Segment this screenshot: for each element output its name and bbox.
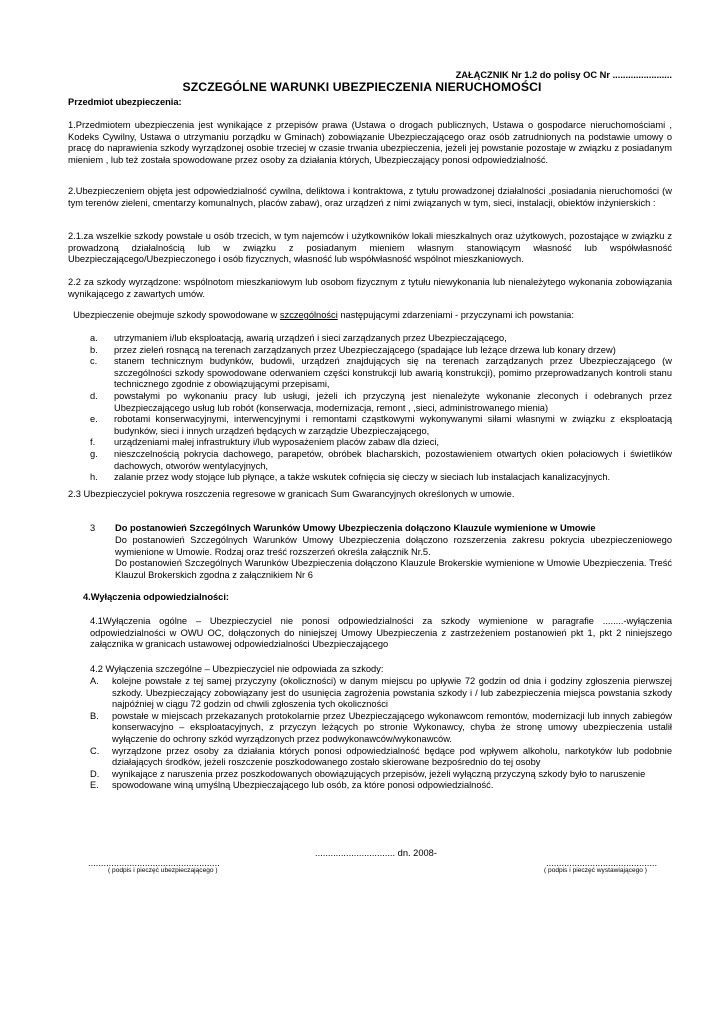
event-item: [68, 472, 672, 484]
section-3-title: Do postanowień Szczególnych Warunków Umowy Ubezpieczenia dołączono Klauzule wymienione w Umowie: [115, 523, 596, 533]
event-text: urządzeniami małej infrastruktury i/lub wyposażeniem placów zabaw dla dzieci,: [114, 437, 440, 448]
section-3-number: 3: [90, 523, 96, 533]
event-marker: f.: [90, 437, 96, 448]
insured-signature-dots: ...................................................: [88, 858, 220, 868]
event-item: [68, 356, 672, 391]
coverage-intro-post: następującymi zdarzeniami - przyczynami ich powstania:: [337, 310, 574, 320]
exclusion-text: spowodowane winą umyślną Ubezpieczającego lub osób, za które ponosi odpowiedzialność.: [112, 780, 494, 791]
coverage-intro-underline: szczególności: [279, 310, 338, 320]
issuer-signature-caption: ( podpis i pieczęć wystawiającego ): [544, 867, 647, 874]
subject-heading: Przedmiot ubezpieczenia:: [68, 97, 182, 107]
exclusion-item: [68, 769, 672, 781]
coverage-intro-pre: Ubezpieczenie obejmuje szkody spowodowane w: [68, 310, 280, 320]
paragraph-2-1: 2.1.za wszelkie szkody powstałe u osób trzecich, w tym najemców i użytkowników lokali mieszkalnych oraz użytkowych, pozostające w związku z prowadzoną działalnością lub w związku z posiadanym mieniem własnym stanowiącym własność lub współwłasność Ubezpieczającego/Ubezpieczonego i osób fizycznych, własność lub współwłasność wspólnot mieszkaniowych.: [68, 231, 672, 265]
exclusion-item: [68, 711, 672, 746]
event-marker: b.: [90, 344, 98, 355]
exclusion-marker: A.: [90, 676, 99, 686]
exclusion-item: [68, 780, 672, 792]
section-3-paragraph-1: Do postanowień Szczególnych Warunków Umowy Ubezpieczenia dołączono rozszerzenia zakresu pokrycia ubezpieczeniowego wymienione w Umowie. Rodzaj oraz treść rozszerzeń określa załącznik Nr.5.: [115, 535, 672, 557]
exclusion-marker: B.: [90, 710, 99, 721]
exclusion-text: wyrządzone przez osoby za działania których ponosi odpowiedzialność będące pod wpływem alkoholu, narkotyków lub podobnie działających środków, jeżeli roszczenie poszkodowanego zostało skierowane bezpośrednio do tej osoby: [112, 745, 672, 768]
event-text: robotami konserwacyjnymi, interwencyjnymi i remontami cząstkowymi wykonywanymi siłami własnymi w związku z eksploatacją budynków, sieci i innych urządzeń będących w zarządzie Ubezpieczającego,: [114, 414, 672, 436]
event-text: nieszczelnością pokrycia dachowego, parapetów, obróbek blacharskich, pozostawieniem otwartych okien połaciowych i świetlików dachowych, otworów wentylacyjnych,: [114, 448, 672, 471]
section-4-2: 4.2 Wyłączenia szczególne – Ubezpieczyciel nie odpowiada za szkody:: [90, 664, 384, 674]
event-list: [68, 333, 672, 484]
exclusion-marker: C.: [90, 745, 100, 756]
exclusion-text: wynikające z naruszenia przez poszkodowanych obowiązujących przepisów, jeżeli wyłączną przyczyną szkody było to naruszenie: [112, 768, 646, 779]
event-item: [68, 345, 672, 357]
paragraph-1: 1.Przedmiotem ubezpieczenia jest wynikające z przepisów prawa (Ustawa o drogach publicznych, Ustawa o gospodarce nieruchomościami , Kodeks Cywilny, Ustawa o utrzymaniu porządku w Gminach) zobowiązanie Ubezpieczającego oraz osób zatrudnionych na podstawie umowy o pracę do naprawienia szkody wyrządzonej osobie trzeciej w czasie trwania ubezpieczenia, jeżeli jej powstanie pozostaje w związku z posiadanym mieniem , lub też została spowodowane przez osoby za działania których, Ubezpieczający ponosi odpowiedzialność.: [68, 120, 672, 165]
event-item: [68, 391, 672, 414]
exclusion-list: [68, 676, 672, 792]
insured-signature-caption: ( podpis i pieczęć ubezpieczającego ): [108, 867, 218, 874]
paragraph-2-3: 2.3 Ubezpieczyciel pokrywa roszczenia regresowe w granicach Sum Gwarancyjnych określonych w umowie.: [68, 489, 515, 499]
event-item: [68, 333, 672, 345]
exclusion-text: powstałe w miejscach przekazanych protokolarnie przez Ubezpieczającego wykonawcom remontów, modernizacji lub innych zabiegów konserwacyjno – eksploatacyjnych, z przyczyn leżących po stronie Wykonawcy, chyba że stronę umowy ubezpieczenia ustalił wyłączenie do ochrony szkód wyrządzonych przez podwykonawców/wykonawców.: [112, 710, 672, 744]
event-item: [68, 449, 672, 472]
exclusion-text: kolejne powstałe z tej samej przyczyny (okoliczności) w danym miejscu po upływie 72 godzin od dnia i godziny zgłoszenia pierwszej szkody. Ubezpieczający zobowiązany jest do usunięcia zagrożenia powstania szkody i / lub zabezpieczenia miejsca powstania szkody najpóźniej w ciągu 72 godzin od chwili zgłoszenia tych okoliczności: [112, 676, 672, 710]
issuer-signature-dots: ...........................................: [546, 858, 658, 868]
event-marker: c.: [90, 356, 98, 367]
section-3-paragraph-2: Do postanowień Szczególnych Warunków Ubezpieczenia dołączono Klauzule Brokerskie wymienione w Umowie Ubezpieczenia. Treść Klauzul Brokerskich zgodna z załącznikiem Nr 6: [115, 558, 672, 580]
paragraph-2: 2.Ubezpieczeniem objęta jest odpowiedzialność cywilna, deliktowa i kontraktowa, z tytułu prowadzonej działalności ,posiadania nieruchomości (w tym terenów zieleni, cmentarzy komunalnych, placów zabaw), oraz urządzeń z nimi związanych w tym, sieci, instalacji, obiektów inżynierskich :: [68, 186, 672, 208]
paragraph-2-2: 2.2 za szkody wyrządzone: wspólnotom mieszkaniowym lub osobom fizycznym z tytułu niewykonania lub nienależytego wykonania zobowiązania wynikającego z zawartych umów.: [68, 277, 672, 299]
exclusion-marker: E.: [90, 780, 99, 791]
event-text: przez zieleń rosnącą na terenach zarządzanych przez Ubezpieczającego (spadające lub leżące drzewa lub konary drzew): [114, 344, 616, 355]
document-title: SZCZEGÓLNE WARUNKI UBEZPIECZENIA NIERUCHOMOŚCI: [182, 80, 542, 94]
section-4-title: 4.Wyłączenia odpowiedzialności:: [83, 592, 230, 602]
section-4-1: 4.1Wyłączenia ogólne – Ubezpieczyciel nie ponosi odpowiedzialności za szkody wymienione w paragrafie ........-wyłączenia odpowiedzialności w OWU OC, dołączonych do niniejszej Umowy Ubezpieczenia z zastrzeżeniem postanowień pkt 1, pkt 2 niniejszego załącznika w granicach ustawowej odpowiedzialności Ubezpieczającego: [90, 616, 672, 650]
exclusion-item: [68, 676, 672, 711]
event-item: [68, 437, 672, 449]
annex-header: ZAŁĄCZNIK Nr 1.2 do polisy OC Nr .......................: [455, 70, 672, 80]
exclusion-item: [68, 746, 672, 769]
event-text: powstałymi po wykonaniu pracy lub usługi, jeżeli ich przyczyną jest nienależyte wykonanie zleconych i odebranych przez Ubezpieczającego usług lub robót (konserwacja, modernizacja, remont , ,sieci, administrowanego mienia): [114, 390, 672, 413]
event-text: stanem technicznym budynków, budowli, urządzeń znajdujących się na terenach zarządzanych przez Ubezpieczającego (w szczególności szkody spowodowane oderwaniem części konstrukcji lub awarią konstrukcji), pomimo przeprowadzanych kontroli stanu technicznego zgodnie z obowiązującymi przepisami,: [114, 356, 672, 390]
event-marker: d.: [90, 390, 98, 401]
event-marker: g.: [90, 448, 98, 459]
event-marker: h.: [90, 472, 98, 483]
event-text: utrzymaniem i/lub eksploatacją, awarią urządzeń i sieci zarządzanych przez Ubezpieczającego,: [114, 333, 507, 343]
coverage-intro: [68, 310, 672, 322]
exclusion-marker: D.: [90, 768, 100, 779]
date-line: ............................... dn. 2008-: [315, 848, 437, 858]
event-text: zalanie przez wody stojące lub płynące, a także wskutek cofnięcia się cieczy w sieciach lub instalacjach kanalizacyjnych.: [114, 472, 611, 483]
event-marker: a.: [90, 333, 98, 343]
event-item: [68, 414, 672, 437]
event-marker: e.: [90, 414, 98, 425]
